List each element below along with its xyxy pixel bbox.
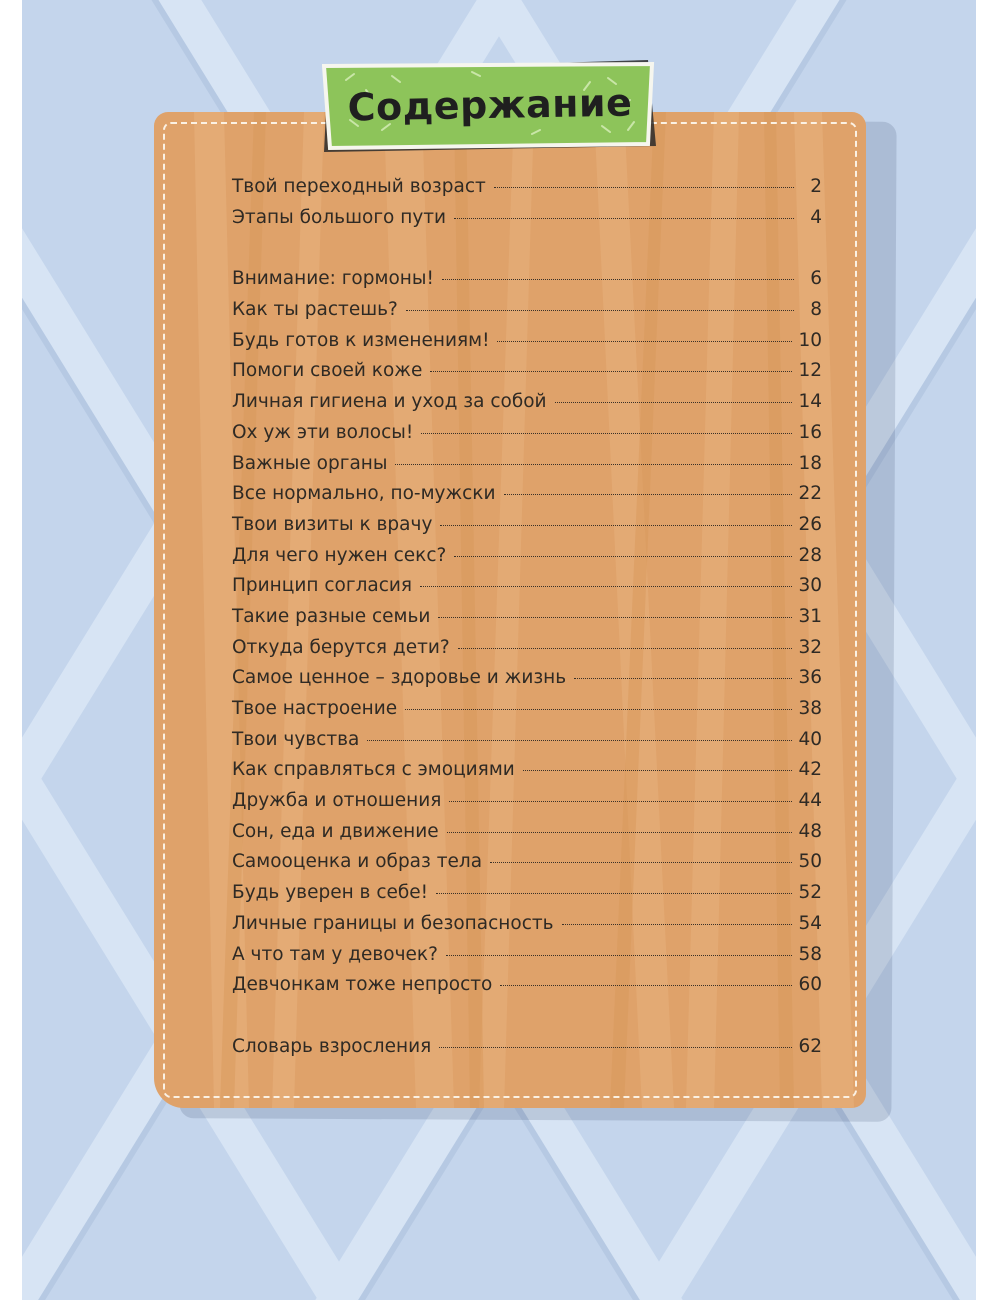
toc-entry[interactable] [232, 1036, 822, 1067]
toc-entry-title: Внимание: гормоны! [232, 268, 434, 290]
toc-entry-title: Как ты растешь? [232, 299, 398, 321]
toc-entry[interactable] [232, 882, 822, 913]
toc-entry[interactable] [232, 575, 822, 606]
toc-dot-leader [439, 1047, 792, 1048]
toc-entry-title: Словарь взросления [232, 1035, 432, 1057]
toc-entry-title: Дружба и отношения [232, 790, 442, 812]
toc-entry-page-number: 60 [798, 974, 822, 996]
toc-entry[interactable] [232, 974, 822, 1005]
toc-section [232, 268, 822, 1005]
toc-entry-page-number: 10 [798, 329, 822, 351]
toc-dot-leader [523, 770, 793, 771]
toc-entry[interactable] [232, 207, 822, 238]
toc-entry-page-number: 31 [798, 605, 822, 627]
toc-entry-title: Этапы большого пути [232, 206, 447, 228]
title-tag [322, 60, 658, 152]
toc-entry-title: Все нормально, по-мужски [232, 483, 496, 505]
toc-entry-title: Личная гигиена и уход за собой [232, 391, 547, 413]
toc-entry-page-number: 6 [810, 268, 822, 290]
toc-dot-leader [454, 218, 794, 219]
toc-dot-leader [447, 832, 793, 833]
toc-entry-page-number: 28 [798, 544, 822, 566]
toc-dot-leader [458, 648, 793, 649]
toc-dot-leader [405, 709, 792, 710]
toc-dot-leader [420, 586, 792, 587]
toc-entry-title: Важные органы [232, 452, 388, 474]
toc-dot-leader [421, 433, 792, 434]
toc-dot-leader [436, 893, 792, 894]
toc-dot-leader [454, 556, 792, 557]
toc-entry-title: Откуда берутся дети? [232, 636, 450, 658]
toc-dot-leader [406, 310, 794, 311]
toc-dot-leader [500, 985, 792, 986]
toc-entry[interactable] [232, 483, 822, 514]
toc-entry-page-number: 48 [798, 820, 822, 842]
toc-entry[interactable] [232, 514, 822, 545]
toc-dot-leader [490, 862, 792, 863]
toc-entry-title: Твой переходный возраст [232, 176, 486, 197]
toc-entry-title: Самое ценное – здоровье и жизнь [232, 667, 567, 689]
toc-entry[interactable] [232, 268, 822, 299]
toc-dot-leader [446, 955, 793, 956]
toc-entry[interactable] [232, 606, 822, 637]
toc-dot-leader [497, 341, 792, 342]
toc-entry-page-number: 40 [798, 728, 822, 750]
toc-entry[interactable] [232, 667, 822, 698]
toc-dot-leader [430, 371, 792, 372]
toc-entry[interactable] [232, 913, 822, 944]
toc-dot-leader [504, 494, 793, 495]
toc-entry[interactable] [232, 790, 822, 821]
toc-entry[interactable] [232, 821, 822, 852]
toc-entry-title: Твои чувства [232, 728, 360, 750]
toc-entry[interactable] [232, 637, 822, 668]
toc-dot-leader [438, 617, 792, 618]
toc-entry-title: Самооценка и образ тела [232, 851, 483, 873]
toc-dot-leader [562, 924, 793, 925]
toc-entry-title: Твое настроение [232, 698, 398, 719]
toc-entry[interactable] [232, 360, 822, 391]
toc-entry[interactable] [232, 851, 822, 882]
toc-entry-page-number: 8 [810, 299, 822, 321]
toc-section [232, 1036, 822, 1067]
toc-entry-page-number: 44 [798, 790, 822, 812]
page [22, 0, 976, 1300]
toc-dot-leader [449, 801, 792, 802]
toc-entry-title: А что там у девочек? [232, 943, 438, 965]
toc-entry-title: Твои визиты к врачу [232, 513, 433, 535]
toc-dot-leader [367, 740, 792, 741]
toc-entry[interactable] [232, 944, 822, 975]
page-title: Содержание [347, 80, 633, 130]
toc-entry[interactable] [232, 698, 822, 729]
toc-entry[interactable] [232, 330, 822, 361]
toc-entry[interactable] [232, 453, 822, 484]
toc-entry-page-number: 26 [798, 513, 822, 535]
toc-entry-title: Сон, еда и движение [232, 820, 439, 842]
toc-entry-page-number: 2 [810, 176, 822, 197]
toc-entry-page-number: 14 [798, 391, 822, 413]
toc-entry[interactable] [232, 391, 822, 422]
toc-entry-title: Для чего нужен секс? [232, 544, 447, 566]
toc-entry-page-number: 18 [798, 452, 822, 474]
toc-entry[interactable] [232, 299, 822, 330]
toc-entry-title: Принцип согласия [232, 575, 413, 597]
toc-entry-page-number: 42 [798, 759, 822, 781]
toc-section [232, 176, 822, 237]
toc-dot-leader [574, 678, 792, 679]
toc-dot-leader [440, 525, 792, 526]
toc-entry-page-number: 38 [798, 698, 822, 719]
toc-entry-page-number: 36 [798, 667, 822, 689]
toc-entry-page-number: 16 [798, 421, 822, 443]
toc-entry[interactable] [232, 545, 822, 576]
toc-entry-page-number: 58 [798, 943, 822, 965]
toc-dot-leader [494, 187, 794, 188]
toc-entry-page-number: 30 [798, 575, 822, 597]
toc-entry[interactable] [232, 759, 822, 790]
toc-entry-title: Девчонкам тоже непросто [232, 974, 493, 996]
toc-entry-page-number: 54 [798, 912, 822, 934]
toc-dot-leader [395, 464, 792, 465]
toc-dot-leader [442, 279, 794, 280]
toc-entry-title: Помоги своей коже [232, 360, 423, 382]
toc-entry-title: Такие разные семьи [232, 605, 431, 627]
toc-dot-leader [555, 402, 793, 403]
toc-entry-page-number: 12 [798, 360, 822, 382]
toc-entry-title: Ох уж эти волосы! [232, 421, 414, 443]
toc-entry-page-number: 50 [798, 851, 822, 873]
toc-entry-title: Будь готов к изменениям! [232, 329, 490, 351]
toc-entry-title: Личные границы и безопасность [232, 912, 554, 934]
table-of-contents [232, 176, 822, 1067]
toc-entry-page-number: 32 [798, 636, 822, 658]
toc-entry[interactable] [232, 422, 822, 453]
toc-entry[interactable] [232, 729, 822, 760]
toc-entry-title: Как справляться с эмоциями [232, 759, 515, 781]
toc-entry-page-number: 4 [810, 206, 822, 228]
toc-entry-page-number: 22 [798, 483, 822, 505]
toc-entry-page-number: 52 [798, 882, 822, 904]
toc-entry[interactable] [232, 176, 822, 207]
toc-entry-title: Будь уверен в себе! [232, 882, 429, 904]
toc-entry-page-number: 62 [798, 1035, 822, 1057]
